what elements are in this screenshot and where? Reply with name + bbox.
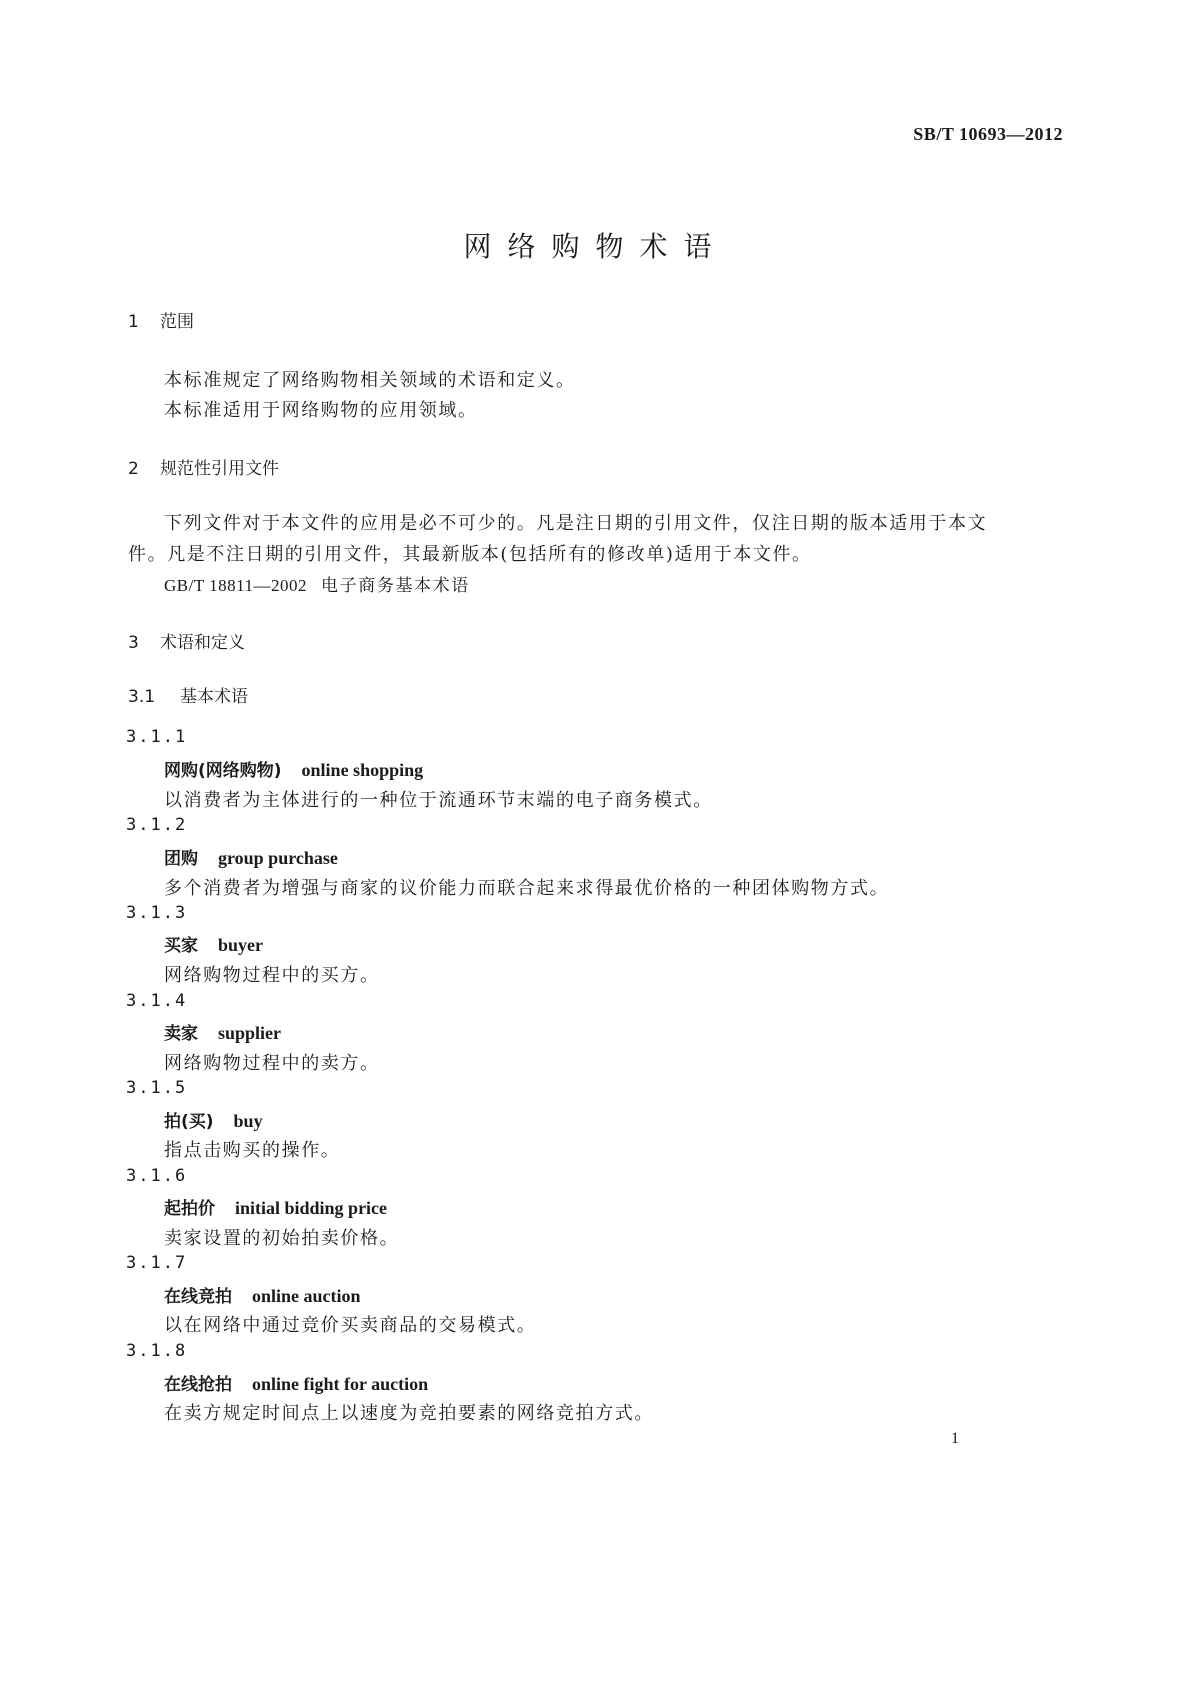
section-number: 1 — [128, 312, 139, 332]
term-heading — [164, 756, 423, 781]
term-heading — [164, 844, 338, 869]
term-zh: 在线抢拍 — [164, 1375, 232, 1395]
section-title: 范围 — [160, 312, 194, 332]
term-number: 3.1.1 — [126, 727, 188, 747]
normative-paragraph: 下列文件对于本文件的应用是必不可少的。凡是注日期的引用文件，仅注日期的版本适用于本文件。凡是不注日期的引用文件，其最新版本(包括所有的修改单)适用于本文件。 — [128, 513, 988, 565]
section-title: 术语和定义 — [160, 633, 245, 653]
section-title: 规范性引用文件 — [160, 459, 279, 479]
term-zh: 拍(买) — [164, 1112, 214, 1132]
term-en: initial bidding price — [235, 1198, 388, 1218]
term-number: 3.1.4 — [126, 991, 188, 1011]
term-en: online auction — [252, 1286, 361, 1306]
term-number: 3.1.3 — [126, 903, 188, 923]
term-definition: 以在网络中通过竞价买卖商品的交易模式。 — [164, 1315, 537, 1336]
term-definition: 多个消费者为增强与商家的议价能力而联合起来求得最优价格的一种团体购物方式。 — [164, 878, 890, 899]
term-zh: 团购 — [164, 849, 198, 869]
term-heading — [164, 931, 263, 956]
term-en: online fight for auction — [252, 1374, 429, 1394]
section-number: 3 — [128, 633, 139, 653]
term-number: 3.1.5 — [126, 1078, 188, 1098]
term-en: group purchase — [218, 848, 338, 868]
reference-name: 电子商务基本术语 — [321, 576, 470, 596]
term-en: buyer — [218, 935, 263, 955]
term-heading — [164, 1282, 361, 1307]
term-zh: 起拍价 — [164, 1199, 215, 1219]
term-definition: 卖家设置的初始拍卖价格。 — [164, 1228, 400, 1249]
term-number: 3.1.2 — [126, 815, 188, 835]
term-heading — [164, 1194, 387, 1219]
term-en: supplier — [218, 1023, 282, 1043]
term-en: online shopping — [301, 760, 424, 780]
subsection-title: 基本术语 — [180, 687, 248, 707]
term-heading — [164, 1107, 263, 1132]
reference-code: GB/T 18811—2002 — [164, 576, 308, 595]
scope-line-1: 本标准规定了网络购物相关领域的术语和定义。 — [164, 370, 576, 391]
section-heading-scope — [128, 307, 194, 332]
normative-reference — [164, 571, 470, 596]
section-heading-normative — [128, 454, 279, 479]
subsection-heading-basic-terms — [128, 682, 248, 707]
term-number: 3.1.7 — [126, 1253, 188, 1273]
term-zh: 在线竞拍 — [164, 1287, 232, 1307]
term-zh: 卖家 — [164, 1024, 198, 1044]
scope-line-2: 本标准适用于网络购物的应用领域。 — [164, 400, 478, 421]
section-number: 2 — [128, 459, 139, 479]
term-number: 3.1.6 — [126, 1166, 188, 1186]
standard-code: SB/T 10693—2012 — [913, 124, 1063, 144]
term-heading — [164, 1019, 281, 1044]
page-number: 1 — [951, 1430, 959, 1447]
term-definition: 在卖方规定时间点上以速度为竞拍要素的网络竞拍方式。 — [164, 1403, 654, 1424]
section-heading-terms — [128, 628, 245, 653]
term-zh: 买家 — [164, 936, 198, 956]
term-zh: 网购(网络购物) — [164, 761, 282, 781]
term-definition: 网络购物过程中的买方。 — [164, 965, 380, 986]
term-en: buy — [233, 1111, 263, 1131]
page-title: 网络购物术语 — [463, 230, 728, 263]
term-definition: 网络购物过程中的卖方。 — [164, 1053, 380, 1074]
term-definition: 指点击购买的操作。 — [164, 1140, 341, 1161]
subsection-number: 3.1 — [128, 687, 156, 707]
term-heading — [164, 1370, 428, 1395]
term-number: 3.1.8 — [126, 1341, 188, 1361]
term-definition: 以消费者为主体进行的一种位于流通环节末端的电子商务模式。 — [164, 790, 713, 811]
